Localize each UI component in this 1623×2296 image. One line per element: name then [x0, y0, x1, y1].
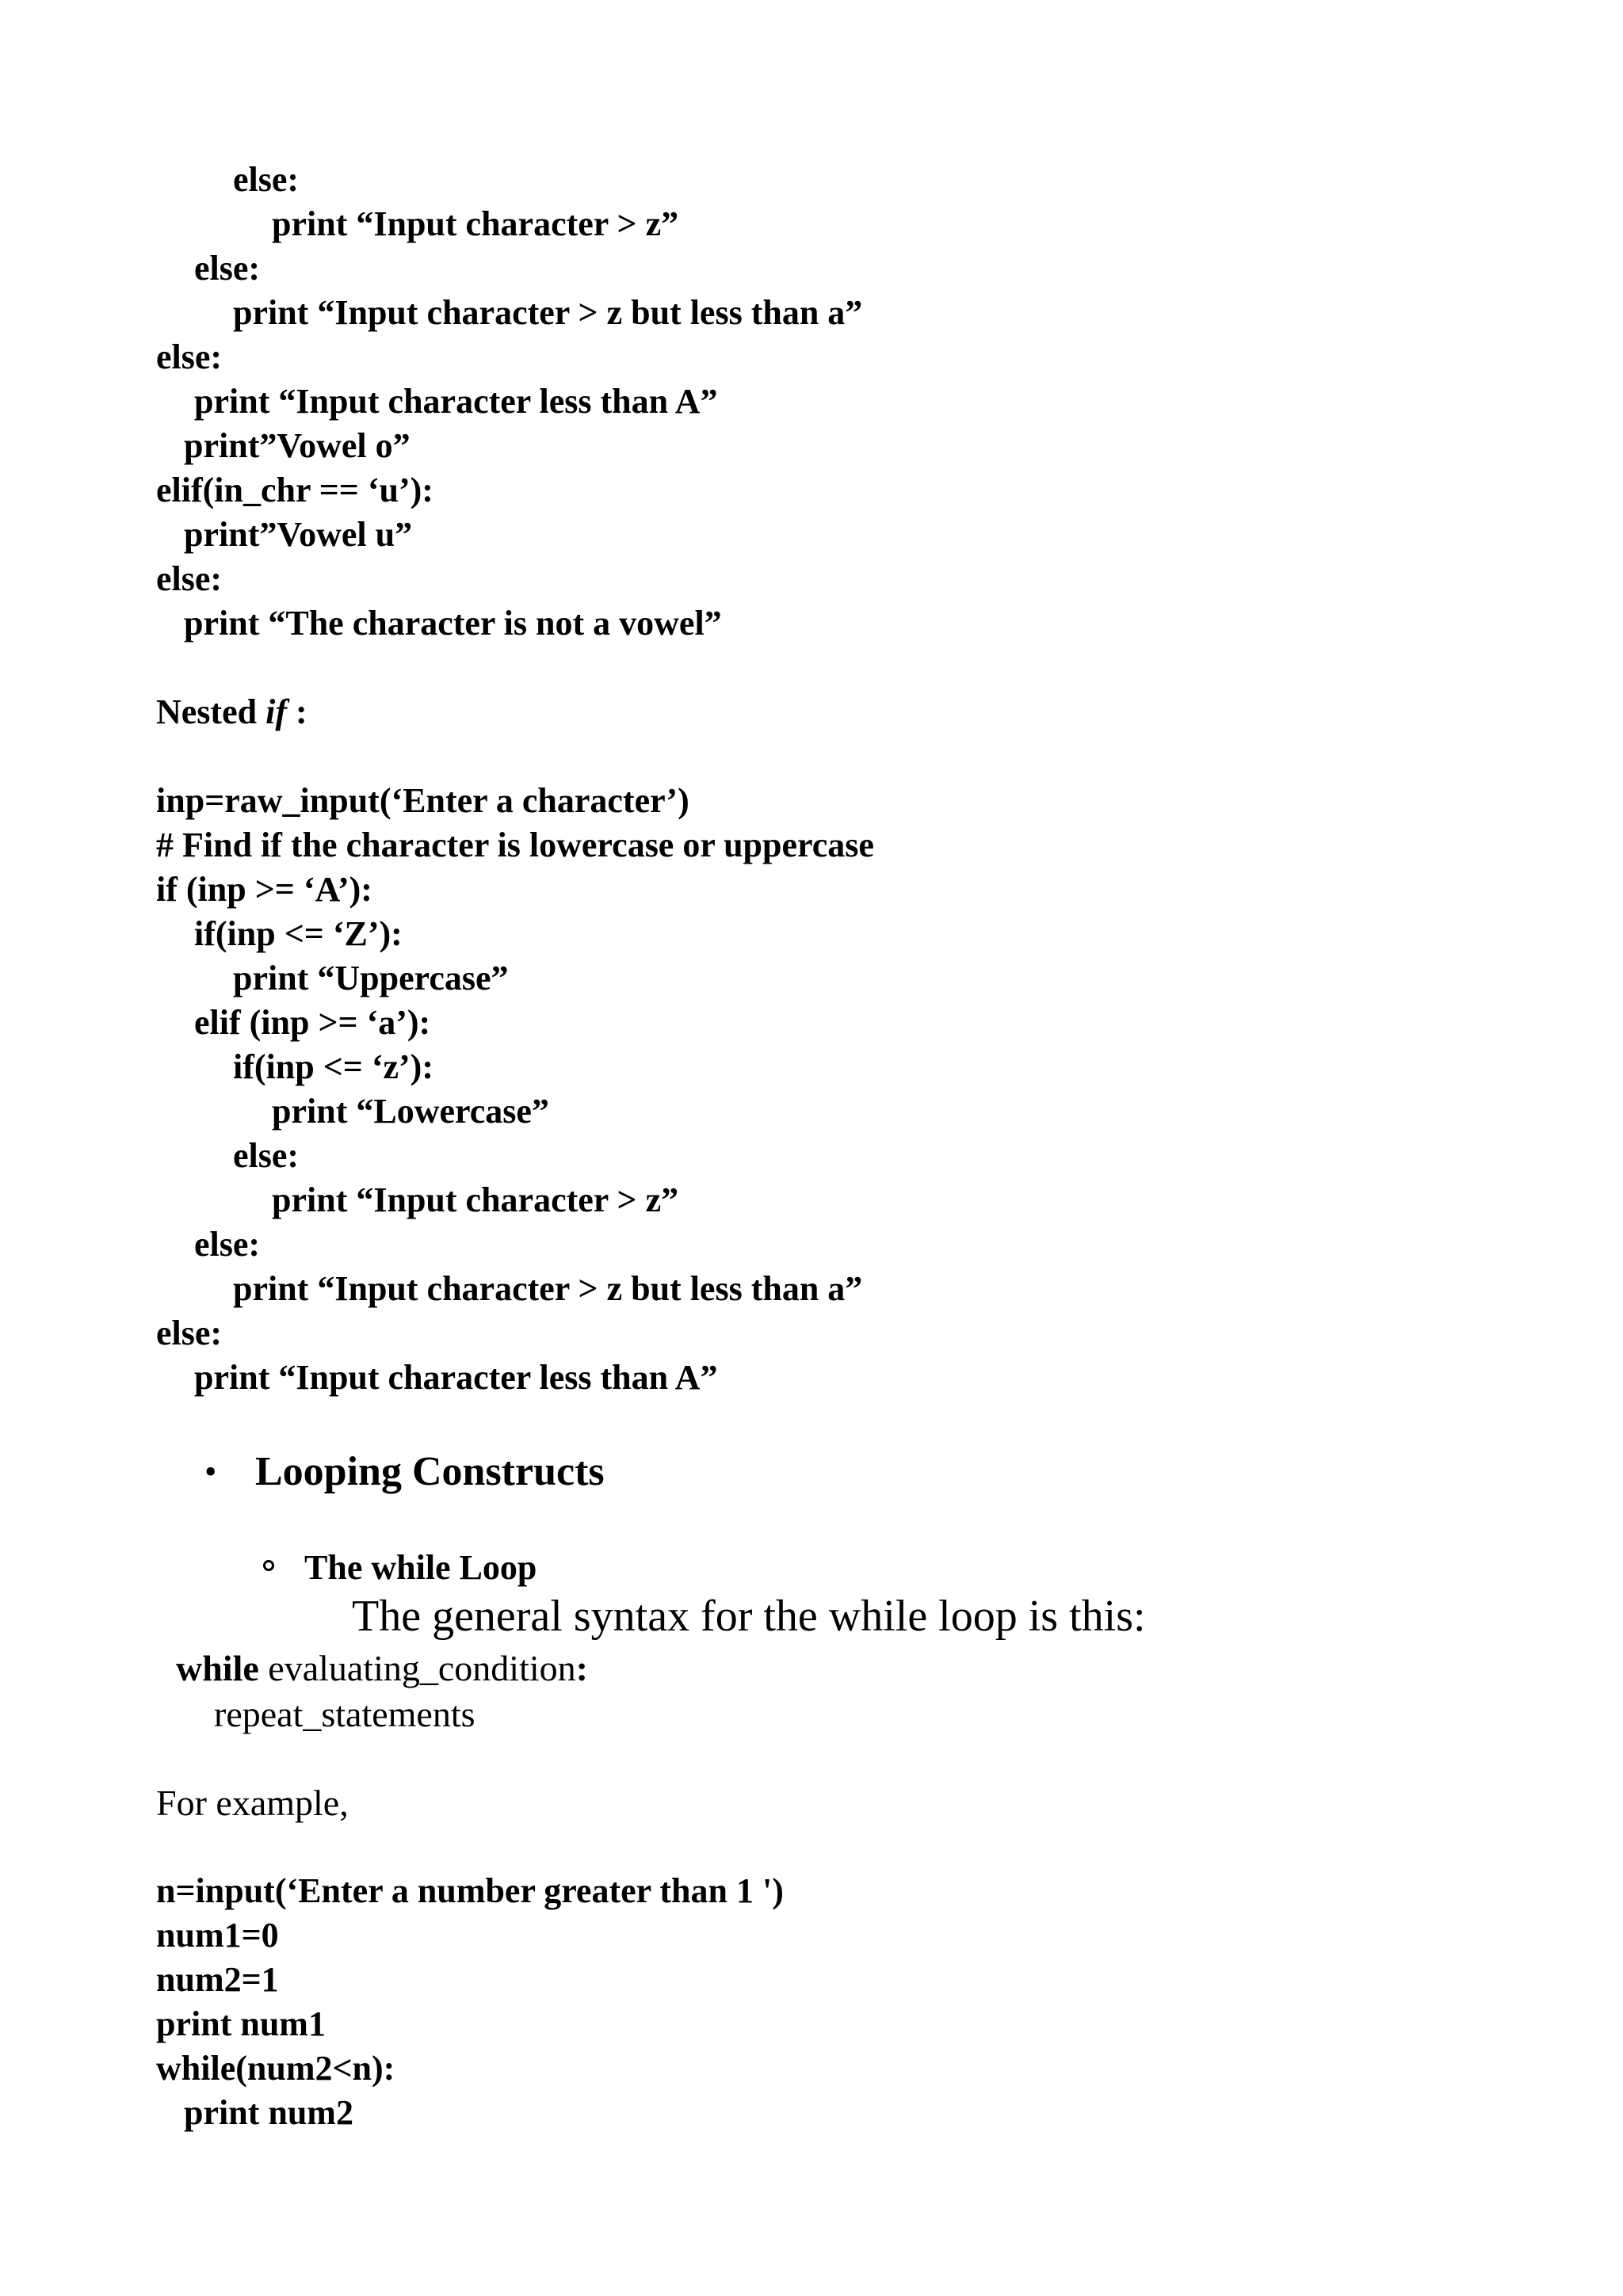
- code-line: print num2: [184, 2093, 353, 2132]
- code-line: else:: [233, 160, 300, 199]
- nested-if-label: Nested: [156, 692, 266, 731]
- code-line: print “The character is not a vowel”: [184, 604, 722, 643]
- code-line: n=input(‘Enter a number greater than 1 '): [156, 1871, 784, 1910]
- section-heading: Looping Constructs: [255, 1449, 605, 1494]
- syntax-body: repeat_statements: [214, 1694, 475, 1734]
- syntax-condition: evaluating_condition: [258, 1648, 576, 1688]
- nested-if-heading: [156, 692, 307, 731]
- code-line: # Find if the character is lowercase or uppercase: [156, 826, 874, 864]
- code-line: num1=0: [156, 1916, 279, 1955]
- code-line: else:: [194, 1225, 261, 1264]
- code-line: else:: [156, 338, 223, 376]
- code-line: print”Vowel o”: [184, 426, 411, 465]
- code-line: print “Input character less than A”: [194, 1358, 718, 1397]
- code-line: else:: [194, 249, 261, 288]
- circle-bullet-icon: [263, 1560, 274, 1571]
- code-line: else:: [156, 1314, 223, 1352]
- code-line: print”Vowel u”: [184, 515, 413, 554]
- syntax-intro: The general syntax for the while loop is this:: [352, 1592, 1146, 1641]
- subsection-heading: The while Loop: [304, 1548, 537, 1587]
- example-label: For example,: [156, 1783, 349, 1823]
- nested-if-suffix: :: [286, 692, 307, 731]
- code-line: else:: [156, 559, 223, 598]
- syntax-colon: :: [575, 1648, 588, 1688]
- code-line: elif(in_chr == ‘u’):: [156, 471, 433, 509]
- nested-if-keyword: if: [265, 692, 287, 731]
- code-line: print num1: [156, 2004, 326, 2043]
- code-line: print “Input character > z”: [272, 1180, 679, 1219]
- code-line: if(inp <= ‘Z’):: [194, 914, 403, 953]
- code-line: print “Input character > z but less than a”: [233, 1269, 863, 1308]
- code-line: inp=raw_input(‘Enter a character’): [156, 781, 689, 820]
- while-keyword: while: [176, 1648, 259, 1688]
- code-line: if (inp >= ‘A’):: [156, 870, 372, 909]
- code-line: print “Input character > z but less than a”: [233, 293, 863, 332]
- syntax-line: [176, 1650, 588, 1687]
- code-line: if(inp <= ‘z’):: [233, 1047, 433, 1086]
- code-line: else:: [233, 1136, 300, 1175]
- code-line: elif (inp >= ‘a’):: [194, 1003, 431, 1042]
- code-line: while(num2<n):: [156, 2049, 395, 2088]
- code-line: print “Lowercase”: [272, 1092, 549, 1131]
- code-line: print “Input character > z”: [272, 204, 679, 243]
- bullet-icon: •: [204, 1452, 217, 1491]
- code-line: print “Input character less than A”: [194, 382, 718, 421]
- code-line: num2=1: [156, 1960, 279, 1999]
- code-line: print “Uppercase”: [233, 959, 509, 997]
